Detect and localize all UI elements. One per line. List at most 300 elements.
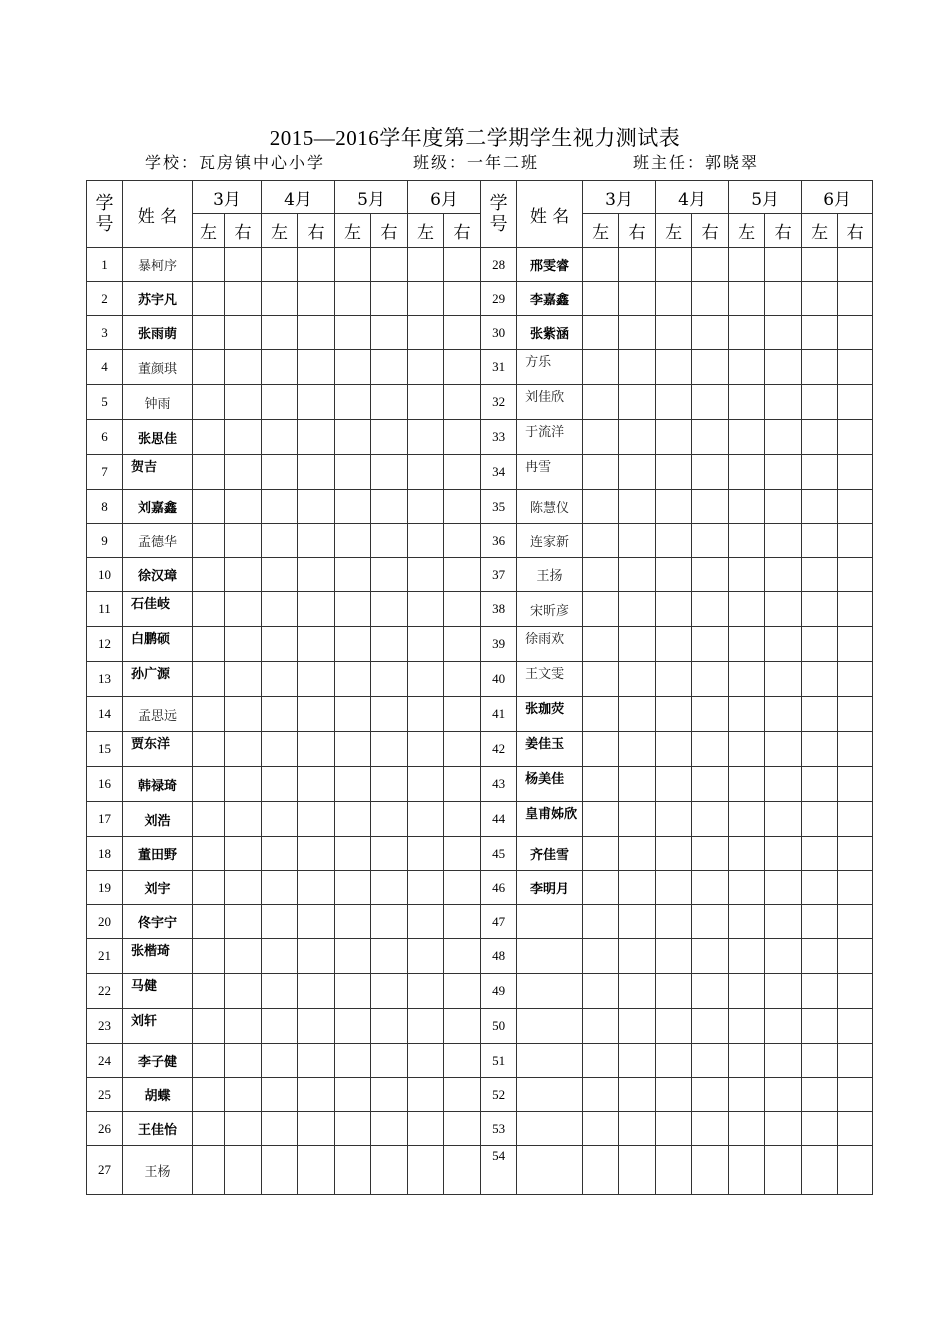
vision-value-cell[interactable] <box>335 1146 371 1195</box>
vision-value-cell[interactable] <box>802 939 838 974</box>
vision-value-cell[interactable] <box>838 558 873 592</box>
vision-value-cell[interactable] <box>262 939 298 974</box>
vision-value-cell[interactable] <box>298 1112 335 1146</box>
vision-value-cell[interactable] <box>262 524 298 558</box>
vision-value-cell[interactable] <box>335 1078 371 1112</box>
vision-value-cell[interactable] <box>262 558 298 592</box>
vision-value-cell[interactable] <box>729 385 765 420</box>
vision-value-cell[interactable] <box>583 316 619 350</box>
vision-value-cell[interactable] <box>656 524 692 558</box>
vision-value-cell[interactable] <box>262 732 298 767</box>
vision-value-cell[interactable] <box>408 905 444 939</box>
vision-value-cell[interactable] <box>225 732 262 767</box>
vision-value-cell[interactable] <box>802 732 838 767</box>
vision-value-cell[interactable] <box>729 837 765 871</box>
vision-value-cell[interactable] <box>408 524 444 558</box>
vision-value-cell[interactable] <box>371 490 408 524</box>
vision-value-cell[interactable] <box>838 1146 873 1195</box>
vision-value-cell[interactable] <box>729 662 765 697</box>
vision-value-cell[interactable] <box>838 1112 873 1146</box>
vision-value-cell[interactable] <box>444 248 481 282</box>
vision-value-cell[interactable] <box>444 420 481 455</box>
vision-value-cell[interactable] <box>371 248 408 282</box>
vision-value-cell[interactable] <box>729 1078 765 1112</box>
vision-value-cell[interactable] <box>765 1078 802 1112</box>
vision-value-cell[interactable] <box>802 1078 838 1112</box>
vision-value-cell[interactable] <box>838 697 873 732</box>
vision-value-cell[interactable] <box>692 592 729 627</box>
vision-value-cell[interactable] <box>371 592 408 627</box>
vision-value-cell[interactable] <box>692 732 729 767</box>
vision-value-cell[interactable] <box>619 697 656 732</box>
vision-value-cell[interactable] <box>765 558 802 592</box>
vision-value-cell[interactable] <box>298 939 335 974</box>
vision-value-cell[interactable] <box>262 316 298 350</box>
vision-value-cell[interactable] <box>656 420 692 455</box>
vision-value-cell[interactable] <box>729 627 765 662</box>
vision-value-cell[interactable] <box>371 1009 408 1044</box>
vision-value-cell[interactable] <box>408 350 444 385</box>
vision-value-cell[interactable] <box>656 1078 692 1112</box>
vision-value-cell[interactable] <box>408 1009 444 1044</box>
vision-value-cell[interactable] <box>225 627 262 662</box>
vision-value-cell[interactable] <box>193 1009 225 1044</box>
vision-value-cell[interactable] <box>371 455 408 490</box>
vision-value-cell[interactable] <box>262 1146 298 1195</box>
vision-value-cell[interactable] <box>692 350 729 385</box>
vision-value-cell[interactable] <box>729 420 765 455</box>
vision-value-cell[interactable] <box>838 592 873 627</box>
vision-value-cell[interactable] <box>298 592 335 627</box>
vision-value-cell[interactable] <box>765 282 802 316</box>
vision-value-cell[interactable] <box>371 316 408 350</box>
vision-value-cell[interactable] <box>444 1009 481 1044</box>
vision-value-cell[interactable] <box>262 1009 298 1044</box>
vision-value-cell[interactable] <box>583 732 619 767</box>
vision-value-cell[interactable] <box>692 455 729 490</box>
vision-value-cell[interactable] <box>408 732 444 767</box>
vision-value-cell[interactable] <box>656 592 692 627</box>
vision-value-cell[interactable] <box>583 802 619 837</box>
vision-value-cell[interactable] <box>335 524 371 558</box>
vision-value-cell[interactable] <box>619 732 656 767</box>
vision-value-cell[interactable] <box>619 1044 656 1078</box>
vision-value-cell[interactable] <box>444 592 481 627</box>
vision-value-cell[interactable] <box>298 316 335 350</box>
vision-value-cell[interactable] <box>193 316 225 350</box>
vision-value-cell[interactable] <box>765 1044 802 1078</box>
vision-value-cell[interactable] <box>583 767 619 802</box>
vision-value-cell[interactable] <box>838 802 873 837</box>
vision-value-cell[interactable] <box>371 1146 408 1195</box>
vision-value-cell[interactable] <box>408 939 444 974</box>
vision-value-cell[interactable] <box>335 592 371 627</box>
vision-value-cell[interactable] <box>193 627 225 662</box>
vision-value-cell[interactable] <box>444 662 481 697</box>
vision-value-cell[interactable] <box>298 662 335 697</box>
vision-value-cell[interactable] <box>335 732 371 767</box>
vision-value-cell[interactable] <box>371 1112 408 1146</box>
vision-value-cell[interactable] <box>371 385 408 420</box>
vision-value-cell[interactable] <box>444 282 481 316</box>
vision-value-cell[interactable] <box>729 939 765 974</box>
vision-value-cell[interactable] <box>729 592 765 627</box>
vision-value-cell[interactable] <box>444 837 481 871</box>
vision-value-cell[interactable] <box>583 1044 619 1078</box>
vision-value-cell[interactable] <box>335 282 371 316</box>
vision-value-cell[interactable] <box>225 974 262 1009</box>
vision-value-cell[interactable] <box>802 974 838 1009</box>
vision-value-cell[interactable] <box>444 1112 481 1146</box>
vision-value-cell[interactable] <box>262 697 298 732</box>
vision-value-cell[interactable] <box>335 350 371 385</box>
vision-value-cell[interactable] <box>692 316 729 350</box>
vision-value-cell[interactable] <box>193 248 225 282</box>
vision-value-cell[interactable] <box>444 350 481 385</box>
vision-value-cell[interactable] <box>583 974 619 1009</box>
vision-value-cell[interactable] <box>729 767 765 802</box>
vision-value-cell[interactable] <box>583 939 619 974</box>
vision-value-cell[interactable] <box>838 282 873 316</box>
vision-value-cell[interactable] <box>225 837 262 871</box>
vision-value-cell[interactable] <box>838 974 873 1009</box>
vision-value-cell[interactable] <box>193 592 225 627</box>
vision-value-cell[interactable] <box>225 939 262 974</box>
vision-value-cell[interactable] <box>692 385 729 420</box>
vision-value-cell[interactable] <box>298 1146 335 1195</box>
vision-value-cell[interactable] <box>656 1044 692 1078</box>
vision-value-cell[interactable] <box>335 802 371 837</box>
vision-value-cell[interactable] <box>262 871 298 905</box>
vision-value-cell[interactable] <box>262 905 298 939</box>
vision-value-cell[interactable] <box>802 350 838 385</box>
vision-value-cell[interactable] <box>298 455 335 490</box>
vision-value-cell[interactable] <box>225 316 262 350</box>
vision-value-cell[interactable] <box>729 1009 765 1044</box>
vision-value-cell[interactable] <box>583 1112 619 1146</box>
vision-value-cell[interactable] <box>729 905 765 939</box>
vision-value-cell[interactable] <box>408 1112 444 1146</box>
vision-value-cell[interactable] <box>408 662 444 697</box>
vision-value-cell[interactable] <box>656 248 692 282</box>
vision-value-cell[interactable] <box>335 837 371 871</box>
vision-value-cell[interactable] <box>729 558 765 592</box>
vision-value-cell[interactable] <box>408 871 444 905</box>
vision-value-cell[interactable] <box>619 316 656 350</box>
vision-value-cell[interactable] <box>802 871 838 905</box>
vision-value-cell[interactable] <box>193 662 225 697</box>
vision-value-cell[interactable] <box>656 662 692 697</box>
vision-value-cell[interactable] <box>583 385 619 420</box>
vision-value-cell[interactable] <box>583 1009 619 1044</box>
vision-value-cell[interactable] <box>225 1044 262 1078</box>
vision-value-cell[interactable] <box>408 802 444 837</box>
vision-value-cell[interactable] <box>583 350 619 385</box>
vision-value-cell[interactable] <box>656 1146 692 1195</box>
vision-value-cell[interactable] <box>838 662 873 697</box>
vision-value-cell[interactable] <box>298 837 335 871</box>
vision-value-cell[interactable] <box>193 837 225 871</box>
vision-value-cell[interactable] <box>765 385 802 420</box>
vision-value-cell[interactable] <box>838 385 873 420</box>
vision-value-cell[interactable] <box>619 974 656 1009</box>
vision-value-cell[interactable] <box>765 837 802 871</box>
vision-value-cell[interactable] <box>193 524 225 558</box>
vision-value-cell[interactable] <box>765 316 802 350</box>
vision-value-cell[interactable] <box>193 1044 225 1078</box>
vision-value-cell[interactable] <box>619 837 656 871</box>
vision-value-cell[interactable] <box>298 697 335 732</box>
vision-value-cell[interactable] <box>262 767 298 802</box>
vision-value-cell[interactable] <box>444 732 481 767</box>
vision-value-cell[interactable] <box>583 627 619 662</box>
vision-value-cell[interactable] <box>765 767 802 802</box>
vision-value-cell[interactable] <box>802 420 838 455</box>
vision-value-cell[interactable] <box>225 871 262 905</box>
vision-value-cell[interactable] <box>444 455 481 490</box>
vision-value-cell[interactable] <box>838 1044 873 1078</box>
vision-value-cell[interactable] <box>765 697 802 732</box>
vision-value-cell[interactable] <box>802 627 838 662</box>
vision-value-cell[interactable] <box>225 1078 262 1112</box>
vision-value-cell[interactable] <box>335 420 371 455</box>
vision-value-cell[interactable] <box>729 282 765 316</box>
vision-value-cell[interactable] <box>692 1112 729 1146</box>
vision-value-cell[interactable] <box>802 1146 838 1195</box>
vision-value-cell[interactable] <box>225 905 262 939</box>
vision-value-cell[interactable] <box>656 732 692 767</box>
vision-value-cell[interactable] <box>335 1009 371 1044</box>
vision-value-cell[interactable] <box>619 871 656 905</box>
vision-value-cell[interactable] <box>692 524 729 558</box>
vision-value-cell[interactable] <box>729 974 765 1009</box>
vision-value-cell[interactable] <box>838 420 873 455</box>
vision-value-cell[interactable] <box>408 282 444 316</box>
vision-value-cell[interactable] <box>408 1146 444 1195</box>
vision-value-cell[interactable] <box>225 592 262 627</box>
vision-value-cell[interactable] <box>225 282 262 316</box>
vision-value-cell[interactable] <box>838 939 873 974</box>
vision-value-cell[interactable] <box>619 627 656 662</box>
vision-value-cell[interactable] <box>193 732 225 767</box>
vision-value-cell[interactable] <box>765 350 802 385</box>
vision-value-cell[interactable] <box>408 490 444 524</box>
vision-value-cell[interactable] <box>225 524 262 558</box>
vision-value-cell[interactable] <box>408 697 444 732</box>
vision-value-cell[interactable] <box>193 455 225 490</box>
vision-value-cell[interactable] <box>298 905 335 939</box>
vision-value-cell[interactable] <box>371 905 408 939</box>
vision-value-cell[interactable] <box>765 1112 802 1146</box>
vision-value-cell[interactable] <box>444 490 481 524</box>
vision-value-cell[interactable] <box>692 1146 729 1195</box>
vision-value-cell[interactable] <box>371 697 408 732</box>
vision-value-cell[interactable] <box>262 248 298 282</box>
vision-value-cell[interactable] <box>193 385 225 420</box>
vision-value-cell[interactable] <box>802 524 838 558</box>
vision-value-cell[interactable] <box>802 802 838 837</box>
vision-value-cell[interactable] <box>838 490 873 524</box>
vision-value-cell[interactable] <box>225 248 262 282</box>
vision-value-cell[interactable] <box>619 1009 656 1044</box>
vision-value-cell[interactable] <box>444 974 481 1009</box>
vision-value-cell[interactable] <box>619 592 656 627</box>
vision-value-cell[interactable] <box>193 1078 225 1112</box>
vision-value-cell[interactable] <box>583 524 619 558</box>
vision-value-cell[interactable] <box>225 662 262 697</box>
vision-value-cell[interactable] <box>262 592 298 627</box>
vision-value-cell[interactable] <box>298 385 335 420</box>
vision-value-cell[interactable] <box>371 662 408 697</box>
vision-value-cell[interactable] <box>371 767 408 802</box>
vision-value-cell[interactable] <box>619 248 656 282</box>
vision-value-cell[interactable] <box>262 1044 298 1078</box>
vision-value-cell[interactable] <box>335 455 371 490</box>
vision-value-cell[interactable] <box>298 248 335 282</box>
vision-value-cell[interactable] <box>335 871 371 905</box>
vision-value-cell[interactable] <box>802 455 838 490</box>
vision-value-cell[interactable] <box>656 939 692 974</box>
vision-value-cell[interactable] <box>729 248 765 282</box>
vision-value-cell[interactable] <box>408 1078 444 1112</box>
vision-value-cell[interactable] <box>802 905 838 939</box>
vision-value-cell[interactable] <box>619 385 656 420</box>
vision-value-cell[interactable] <box>408 558 444 592</box>
vision-value-cell[interactable] <box>619 455 656 490</box>
vision-value-cell[interactable] <box>262 837 298 871</box>
vision-value-cell[interactable] <box>262 802 298 837</box>
vision-value-cell[interactable] <box>298 490 335 524</box>
vision-value-cell[interactable] <box>692 558 729 592</box>
vision-value-cell[interactable] <box>656 837 692 871</box>
vision-value-cell[interactable] <box>656 802 692 837</box>
vision-value-cell[interactable] <box>656 1112 692 1146</box>
vision-value-cell[interactable] <box>765 662 802 697</box>
vision-value-cell[interactable] <box>408 385 444 420</box>
vision-value-cell[interactable] <box>619 282 656 316</box>
vision-value-cell[interactable] <box>802 385 838 420</box>
vision-value-cell[interactable] <box>444 524 481 558</box>
vision-value-cell[interactable] <box>335 316 371 350</box>
vision-value-cell[interactable] <box>692 1078 729 1112</box>
vision-value-cell[interactable] <box>193 871 225 905</box>
vision-value-cell[interactable] <box>692 282 729 316</box>
vision-value-cell[interactable] <box>729 524 765 558</box>
vision-value-cell[interactable] <box>619 420 656 455</box>
vision-value-cell[interactable] <box>444 871 481 905</box>
vision-value-cell[interactable] <box>193 490 225 524</box>
vision-value-cell[interactable] <box>838 905 873 939</box>
vision-value-cell[interactable] <box>583 282 619 316</box>
vision-value-cell[interactable] <box>765 455 802 490</box>
vision-value-cell[interactable] <box>802 248 838 282</box>
vision-value-cell[interactable] <box>225 350 262 385</box>
vision-value-cell[interactable] <box>193 939 225 974</box>
vision-value-cell[interactable] <box>583 248 619 282</box>
vision-value-cell[interactable] <box>371 871 408 905</box>
vision-value-cell[interactable] <box>656 282 692 316</box>
vision-value-cell[interactable] <box>583 871 619 905</box>
vision-value-cell[interactable] <box>444 939 481 974</box>
vision-value-cell[interactable] <box>838 837 873 871</box>
vision-value-cell[interactable] <box>408 248 444 282</box>
vision-value-cell[interactable] <box>262 455 298 490</box>
vision-value-cell[interactable] <box>193 974 225 1009</box>
vision-value-cell[interactable] <box>371 974 408 1009</box>
vision-value-cell[interactable] <box>729 1146 765 1195</box>
vision-value-cell[interactable] <box>619 939 656 974</box>
vision-value-cell[interactable] <box>802 1044 838 1078</box>
vision-value-cell[interactable] <box>765 1009 802 1044</box>
vision-value-cell[interactable] <box>444 1078 481 1112</box>
vision-value-cell[interactable] <box>838 524 873 558</box>
vision-value-cell[interactable] <box>765 1146 802 1195</box>
vision-value-cell[interactable] <box>298 732 335 767</box>
vision-value-cell[interactable] <box>298 558 335 592</box>
vision-value-cell[interactable] <box>729 697 765 732</box>
vision-value-cell[interactable] <box>193 767 225 802</box>
vision-value-cell[interactable] <box>692 767 729 802</box>
vision-value-cell[interactable] <box>838 627 873 662</box>
vision-value-cell[interactable] <box>262 662 298 697</box>
vision-value-cell[interactable] <box>692 248 729 282</box>
vision-value-cell[interactable] <box>729 350 765 385</box>
vision-value-cell[interactable] <box>371 524 408 558</box>
vision-value-cell[interactable] <box>802 662 838 697</box>
vision-value-cell[interactable] <box>802 837 838 871</box>
vision-value-cell[interactable] <box>298 871 335 905</box>
vision-value-cell[interactable] <box>692 974 729 1009</box>
vision-value-cell[interactable] <box>838 871 873 905</box>
vision-value-cell[interactable] <box>765 939 802 974</box>
vision-value-cell[interactable] <box>225 697 262 732</box>
vision-value-cell[interactable] <box>408 592 444 627</box>
vision-value-cell[interactable] <box>298 974 335 1009</box>
vision-value-cell[interactable] <box>838 1009 873 1044</box>
vision-value-cell[interactable] <box>619 558 656 592</box>
vision-value-cell[interactable] <box>583 837 619 871</box>
vision-value-cell[interactable] <box>371 732 408 767</box>
vision-value-cell[interactable] <box>193 1112 225 1146</box>
vision-value-cell[interactable] <box>692 837 729 871</box>
vision-value-cell[interactable] <box>729 455 765 490</box>
vision-value-cell[interactable] <box>193 697 225 732</box>
vision-value-cell[interactable] <box>444 385 481 420</box>
vision-value-cell[interactable] <box>262 350 298 385</box>
vision-value-cell[interactable] <box>262 1112 298 1146</box>
vision-value-cell[interactable] <box>225 1146 262 1195</box>
vision-value-cell[interactable] <box>371 350 408 385</box>
vision-value-cell[interactable] <box>408 420 444 455</box>
vision-value-cell[interactable] <box>838 732 873 767</box>
vision-value-cell[interactable] <box>802 767 838 802</box>
vision-value-cell[interactable] <box>193 558 225 592</box>
vision-value-cell[interactable] <box>225 490 262 524</box>
vision-value-cell[interactable] <box>802 592 838 627</box>
vision-value-cell[interactable] <box>692 905 729 939</box>
vision-value-cell[interactable] <box>298 802 335 837</box>
vision-value-cell[interactable] <box>371 1044 408 1078</box>
vision-value-cell[interactable] <box>838 350 873 385</box>
vision-value-cell[interactable] <box>619 350 656 385</box>
vision-value-cell[interactable] <box>335 662 371 697</box>
vision-value-cell[interactable] <box>729 802 765 837</box>
vision-value-cell[interactable] <box>262 420 298 455</box>
vision-value-cell[interactable] <box>619 1078 656 1112</box>
vision-value-cell[interactable] <box>335 558 371 592</box>
vision-value-cell[interactable] <box>225 455 262 490</box>
vision-value-cell[interactable] <box>335 1112 371 1146</box>
